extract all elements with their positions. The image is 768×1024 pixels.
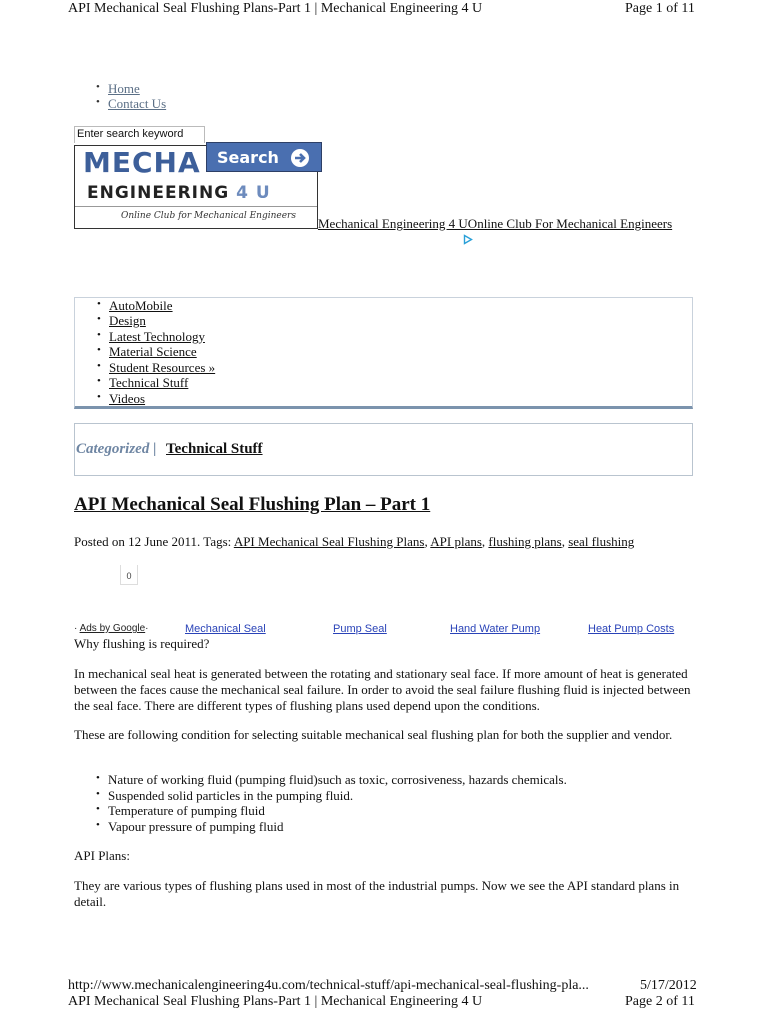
logo-divider <box>75 206 317 207</box>
share-counter[interactable]: 0 <box>120 565 138 585</box>
article-subtitle: Why flushing is required? <box>74 636 210 651</box>
article-title[interactable]: API Mechanical Seal Flushing Plan – Part 1 <box>74 494 431 515</box>
list-item: • Vapour pressure of pumping fluid <box>108 819 283 835</box>
logo-text-mecha: MECHA <box>83 146 201 179</box>
print-header-page: Page 1 of 11 <box>625 1 695 16</box>
tag-link[interactable]: API Mechanical Seal Flushing Plans <box>233 534 425 549</box>
nav-item-technical-stuff[interactable]: • Technical Stuff <box>109 375 188 391</box>
nav-item-latest-technology[interactable]: • Latest Technology <box>109 329 205 345</box>
category-nav <box>74 297 693 409</box>
contact-us-link[interactable]: • Contact Us <box>108 96 166 112</box>
posted-prefix: Posted on 12 June 2011. Tags: <box>74 534 232 549</box>
posted-line: Posted on 12 June 2011. Tags: API Mechanical Seal Flushing Plans, API plans, flushing plans, seal flushing <box>74 534 635 549</box>
nav-item-automobile[interactable]: • AutoMobile <box>109 298 173 314</box>
footer-page: Page 2 of 11 <box>625 994 695 1009</box>
tag-link[interactable]: seal flushing <box>568 534 635 549</box>
nav-item-student-resources[interactable]: • Student Resources » <box>109 360 215 376</box>
print-header-title: API Mechanical Seal Flushing Plans-Part 1 | Mechanical Engineering 4 U <box>68 1 483 16</box>
adchoices-icon[interactable] <box>463 232 473 250</box>
nav-item-material-science[interactable]: • Material Science <box>109 344 197 360</box>
logo-tagline: Online Club for Mechanical Engineers <box>121 211 296 221</box>
ad-link-heat-pump-costs[interactable]: Heat Pump Costs <box>588 623 675 635</box>
site-title-link[interactable]: Mechanical Engineering 4 UOnline Club For Mechanical Engineers <box>318 216 673 231</box>
list-item: • Suspended solid particles in the pumping fluid. <box>108 788 353 804</box>
list-item: • Temperature of pumping fluid <box>108 803 265 819</box>
article-paragraph-2: These are following condition for selecting suitable mechanical seal flushing plan for both the supplier and vendor. <box>74 727 673 742</box>
search-button[interactable] <box>206 142 322 172</box>
ads-by-google-label: · Ads by Google· <box>74 623 149 634</box>
footer-url: http://www.mechanicalengineering4u.com/technical-stuff/api-mechanical-seal-flushing-pla... <box>68 978 589 993</box>
api-plans-heading: API Plans: <box>74 848 130 863</box>
list-item: • Nature of working fluid (pumping fluid)such as toxic, corrosiveness, hazards chemicals. <box>108 772 567 788</box>
home-link[interactable]: • Home <box>108 81 140 97</box>
ad-link-hand-water-pump[interactable]: Hand Water Pump <box>450 623 541 635</box>
search-input[interactable] <box>74 126 205 143</box>
article-paragraph-3: They are various types of flushing plans used in most of the industrial pumps. Now we see the API standard plans in detail. <box>74 878 680 909</box>
arrow-right-icon <box>291 149 309 167</box>
search-placeholder: Enter search keyword <box>77 128 184 140</box>
category-box <box>74 423 693 476</box>
nav-item-videos[interactable]: • Videos <box>109 391 145 407</box>
article-paragraph-1: In mechanical seal heat is generated between the rotating and stationary seal face. If more amount of heat is generated between the faces cause the mechanical seal failure. In order to avoid the seal failure flushing fluid is injected between the seal face. There are different types of flushing plans used depend upon the conditions. <box>74 666 691 713</box>
footer-title: API Mechanical Seal Flushing Plans-Part 1 | Mechanical Engineering 4 U <box>68 994 483 1009</box>
ad-link-mechanical-seal[interactable]: Mechanical Seal <box>185 623 266 635</box>
ad-link-pump-seal[interactable]: Pump Seal <box>333 623 387 635</box>
footer-date: 5/17/2012 <box>640 978 697 993</box>
search-button-label: Search <box>217 148 279 167</box>
logo-text-engineering: ENGINEERING 4 U <box>87 183 271 203</box>
category-label: Categorized | <box>76 441 157 457</box>
category-link[interactable]: Technical Stuff <box>166 441 263 457</box>
ads-row <box>74 623 694 637</box>
tag-link[interactable]: flushing plans <box>488 534 562 549</box>
nav-item-design[interactable]: • Design <box>109 313 146 329</box>
tag-link[interactable]: API plans <box>430 534 482 549</box>
